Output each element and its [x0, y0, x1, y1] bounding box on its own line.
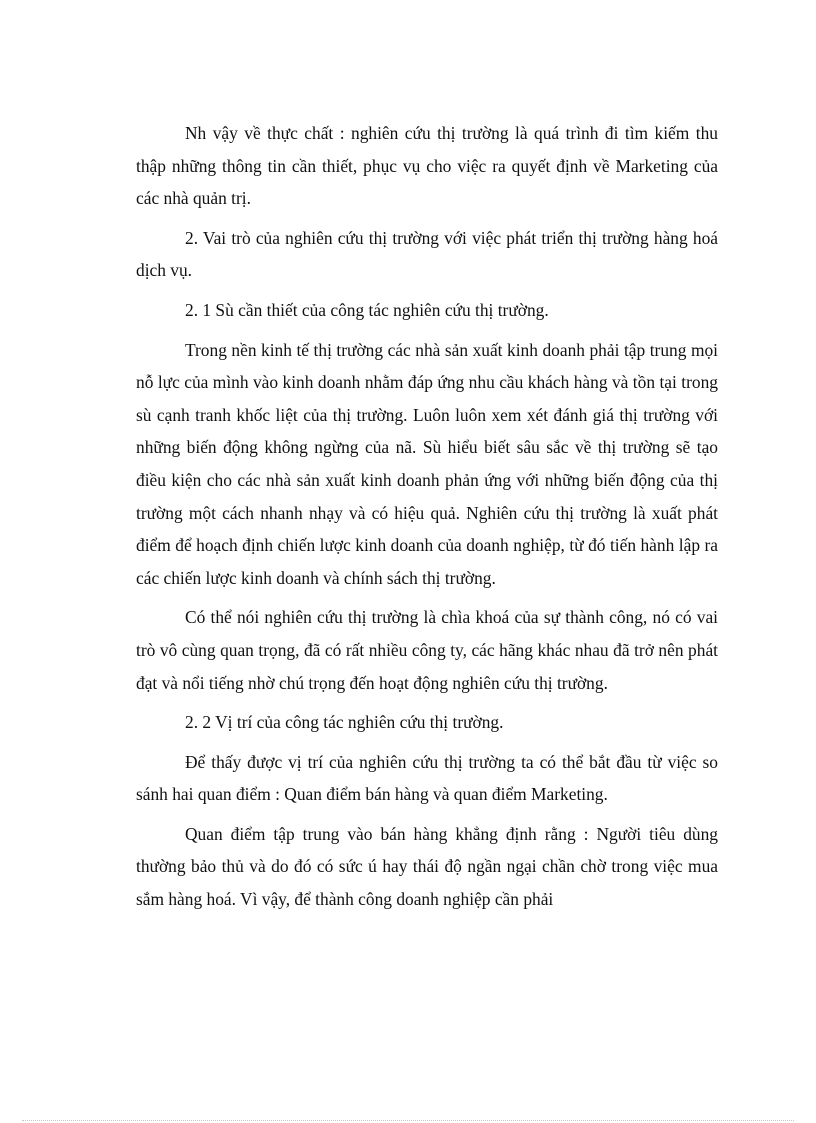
subsection-heading-necessity: 2. 1 Sù cần thiết của công tác nghiên cứu thị trường. [185, 299, 549, 320]
paragraph-definition: Nh vậy về thực chất : nghiên cứu thị trường là quá trình đi tìm kiếm thu thập những thông tin cần thiết, phục vụ cho việc ra quyết định về Marketing của các nhà quản trị. [136, 123, 718, 209]
section-heading-role: 2. Vai trò của nghiên cứu thị trường với việc phát triển thị trường hàng hoá dịch vụ. [136, 227, 718, 281]
document-body [136, 117, 718, 923]
paragraph-market-economy: Trong nền kinh tế thị trường các nhà sản xuất kinh doanh phải tập trung mọi nỗ lực của mình vào kinh doanh nhằm đáp ứng nhu cầu khách hàng và tồn tại trong sù cạnh tranh khốc liệt của thị trường. Luôn luôn xem xét đánh giá thị trường với những biến động không ngừng của nã. Sù hiểu biết sâu sắc về thị trường sẽ tạo điều kiện cho các nhà sản xuất kinh doanh phản ứng với những biến động của thị trường một cách nhanh nhạy và có hiệu quả. Nghiên cứu thị trường là xuất phát điểm để hoạch định chiến lược kinh doanh của doanh nghiệp, từ đó tiến hành lập ra các chiến lược kinh doanh và chính sách thị trường. [136, 339, 718, 588]
paragraph-key-to-success: Có thể nói nghiên cứu thị trường là chìa khoá của sự thành công, nó có vai trò vô cùng quan trọng, đã có rất nhiều công ty, các hãng khác nhau đã trở nên phát đạt và nổi tiếng nhờ chú trọng đến hoạt động nghiên cứu thị trường. [136, 607, 718, 693]
page-bottom-divider [22, 1120, 794, 1121]
paragraph-sales-viewpoint: Quan điểm tập trung vào bán hàng khẳng định rằng : Người tiêu dùng thường bảo thủ và do đó có sức ú hay thái độ ngần ngại chần chờ trong việc mua sắm hàng hoá. Vì vậy, để thành công doanh nghiệp cần phải [136, 823, 718, 910]
paragraph-compare-viewpoints: Để thấy được vị trí của nghiên cứu thị trường ta có thể bắt đầu từ việc so sánh hai quan điểm : Quan điểm bán hàng và quan điểm Marketing. [136, 751, 718, 805]
subsection-heading-position: 2. 2 Vị trí của công tác nghiên cứu thị trường. [185, 712, 504, 733]
